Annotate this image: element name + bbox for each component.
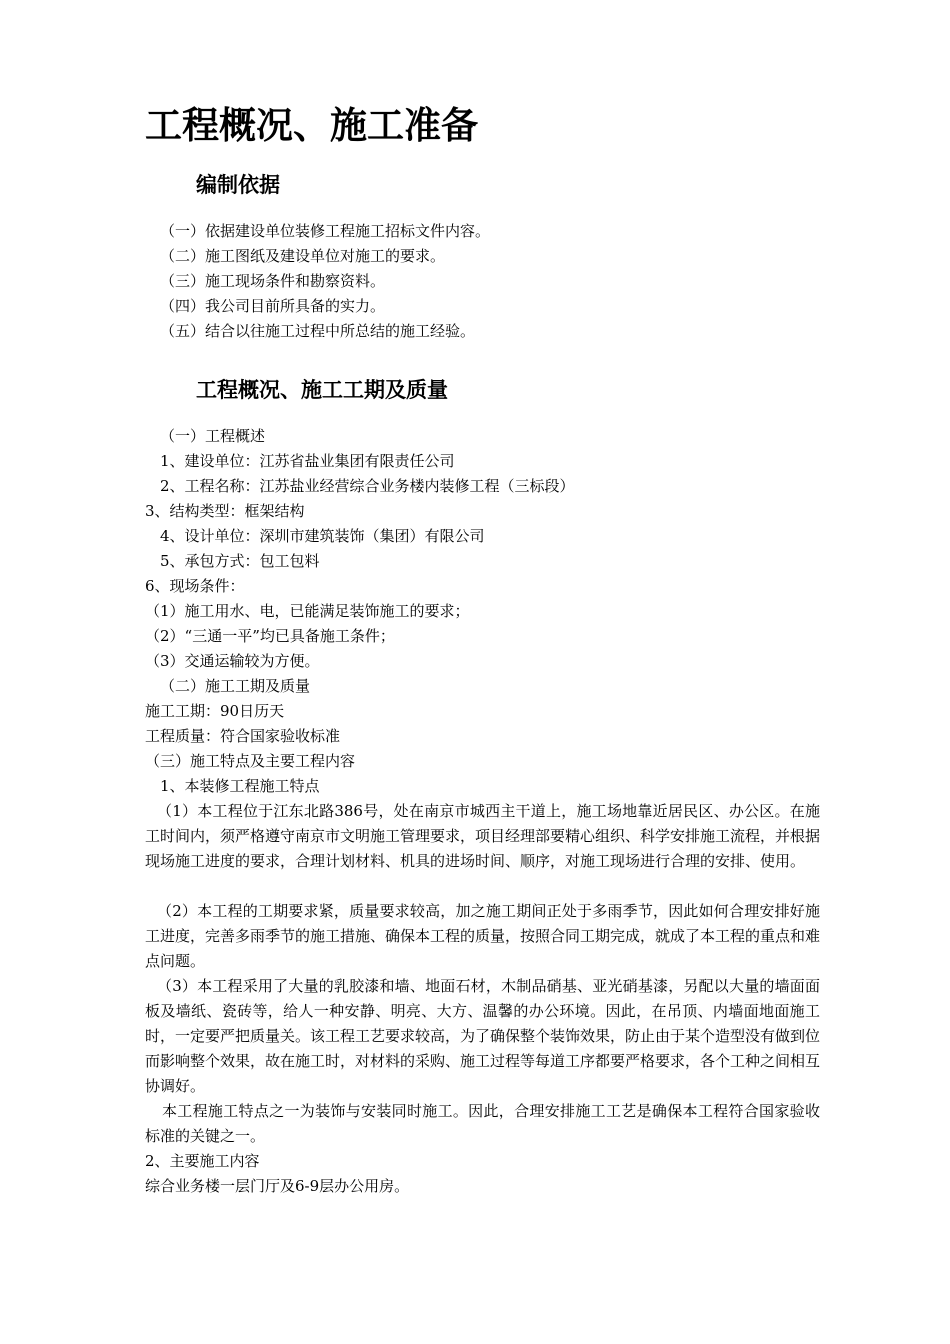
overview-line: （一）工程概述 (160, 427, 266, 445)
overview-line: 1、建设单位：江苏省盐业集团有限责任公司 (160, 452, 455, 470)
overview-line: （2）“三通一平”均已具备施工条件； (145, 627, 395, 645)
feature-paragraph: （2）本工程的工期要求紧，质量要求较高，加之施工期间正处于多雨季节，因此如何合理安排好施工进度，完善多雨季节的施工措施、确保本工程的质量，按照合同工期完成，就成了本工程的重点和难点问题。 (145, 902, 821, 970)
overview-line: 6、现场条件： (145, 577, 245, 595)
basis-item: （三）施工现场条件和勘察资料。 (160, 272, 386, 290)
basis-item: （五）结合以往施工过程中所总结的施工经验。 (160, 322, 476, 340)
overview-line: 施工工期：90日历天 (145, 702, 285, 720)
overview-line: 工程质量：符合国家验收标准 (145, 727, 341, 745)
basis-item: （四）我公司目前所具备的实力。 (160, 297, 386, 315)
section-heading-overview: 工程概况、施工工期及质量 (196, 377, 448, 402)
overview-line: 1、本装修工程施工特点 (160, 777, 320, 795)
overview-line: 5、承包方式：包工包料 (160, 552, 320, 570)
main-content-text: 综合业务楼一层门厅及6-9层办公用房。 (145, 1177, 410, 1195)
feature-paragraph: （1）本工程位于江东北路386号，处在南京市城西主干道上，施工场地靠近居民区、办公区。在施工时间内，须严格遵守南京市文明施工管理要求，项目经理部要精心组织、科学安排施工流程，并根据现场施工进度的要求，合理计划材料、机具的进场时间、顺序，对施工现场进行合理的安排、使用。 (145, 802, 821, 870)
overview-line: 2、工程名称：江苏盐业经营综合业务楼内装修工程（三标段） (160, 477, 575, 495)
page-title: 工程概况、施工准备 (145, 103, 478, 147)
overview-line: （二）施工工期及质量 (160, 677, 311, 695)
feature-paragraph: 本工程施工特点之一为装饰与安装同时施工。因此，合理安排施工工艺是确保本工程符合国家验收标准的关键之一。 (145, 1102, 820, 1145)
main-content-heading: 2、主要施工内容 (145, 1152, 260, 1170)
overview-line: 3、结构类型：框架结构 (145, 502, 305, 520)
basis-item: （一）依据建设单位装修工程施工招标文件内容。 (160, 222, 491, 240)
overview-line: （1）施工用水、电，已能满足装饰施工的要求； (145, 602, 470, 620)
overview-line: （3）交通运输较为方便。 (145, 652, 320, 670)
feature-paragraph: （3）本工程采用了大量的乳胶漆和墙、地面石材，木制品硝基、亚光硝基漆，另配以大量的墙面面板及墙纸、瓷砖等，给人一种安静、明亮、大方、温馨的办公环境。因此，在吊顶、内墙面地面施工时，一定要严把质量关。该工程工艺要求较高，为了确保整个装饰效果，防止由于某个造型没有做到位而影响整个效果，故在施工时，对材料的采购、施工过程等每道工序都要严格要求，各个工种之间相互协调好。 (145, 977, 821, 1095)
overview-line: 4、设计单位：深圳市建筑装饰（集团）有限公司 (160, 527, 485, 545)
overview-line: （三）施工特点及主要工程内容 (145, 752, 356, 770)
section-heading-basis: 编制依据 (196, 172, 280, 197)
basis-item: （二）施工图纸及建设单位对施工的要求。 (160, 247, 446, 265)
